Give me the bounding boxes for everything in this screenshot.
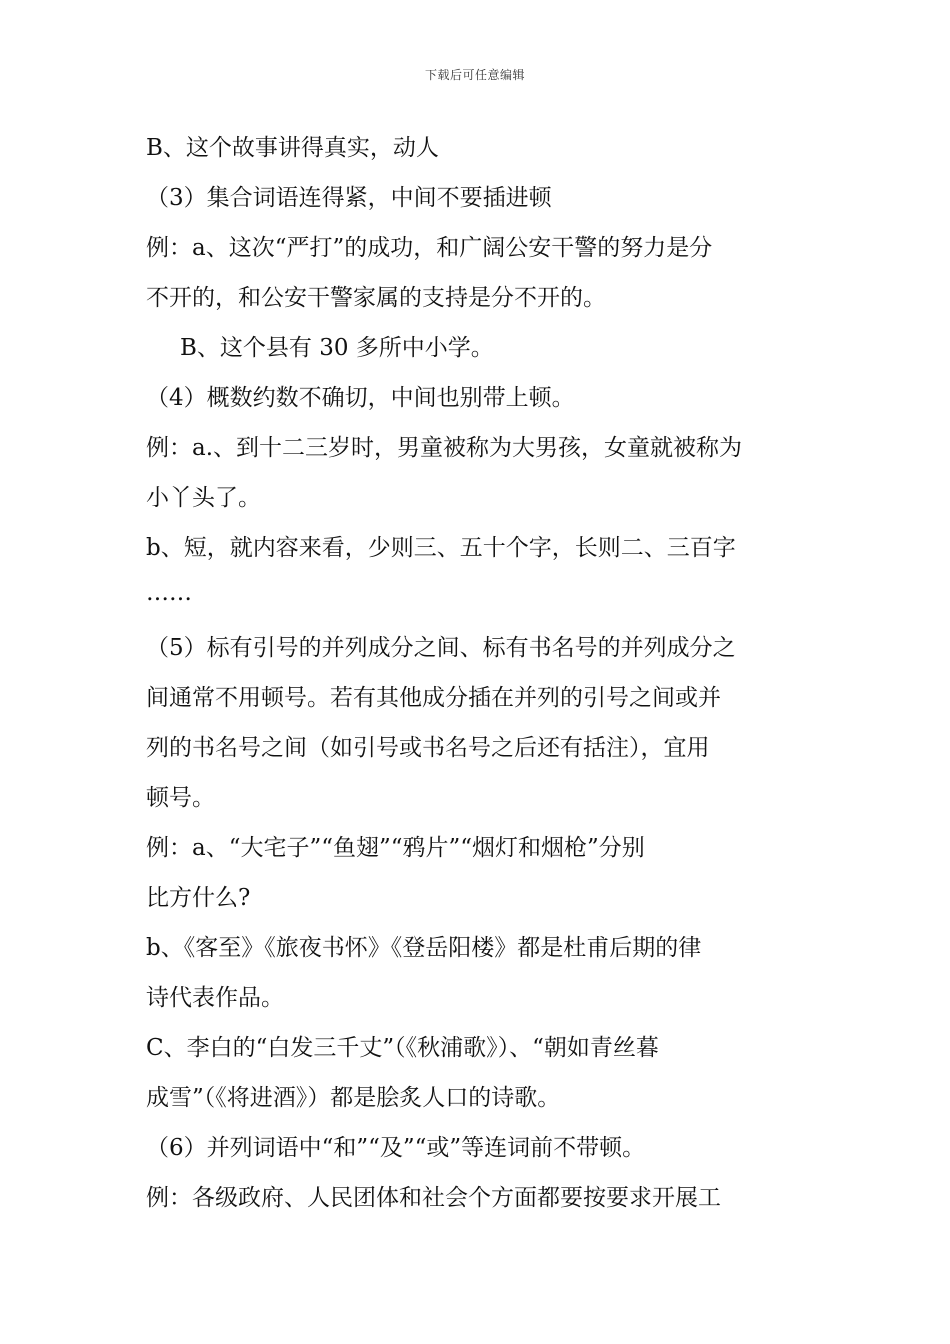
text-line: 诗代表作品。 (146, 985, 284, 1011)
text-line: （5）标有引号的并列成分之间、标有书名号的并列成分之 (146, 635, 736, 661)
text-line: 顿号。 (146, 785, 215, 811)
text-line: 例：各级政府、人民团体和社会个方面都要按要求开展工 (146, 1185, 721, 1211)
text-line: 列的书名号之间（如引号或书名号之后还有括注），宜用 (146, 735, 710, 761)
text-line: 成雪”（《将进酒》）都是脍炙人口的诗歌。 (146, 1085, 561, 1111)
text-line: b、《客至》《旅夜书怀》《登岳阳楼》都是杜甫后期的律 (146, 935, 702, 961)
text-line: B、这个县有 30 多所中小学。 (180, 335, 494, 361)
text-line: 比方什么? (146, 885, 251, 911)
text-line: 例：a、“大宅子”“鱼翅”“鸦片”“烟灯和烟枪”分别 (146, 835, 645, 861)
text-line: 例：a、这次“严打”的成功，和广阔公安干警的努力是分 (146, 235, 713, 261)
text-line: 例：a.、到十二三岁时，男童被称为大男孩，女童就被称为 (146, 435, 743, 461)
text-line: 不开的，和公安干警家属的支持是分不开的。 (146, 285, 606, 311)
text-line: B、这个故事讲得真实，动人 (146, 135, 439, 161)
text-line: （6）并列词语中“和”“及”“或”等连词前不带顿。 (146, 1135, 646, 1161)
text-line: （4）概数约数不确切，中间也别带上顿。 (146, 385, 575, 411)
page-header: 下载后可任意编辑 (424, 68, 525, 82)
text-line: …… (146, 580, 192, 606)
text-line: 小丫头了。 (146, 485, 261, 511)
text-line: C、李白的“白发三千丈”（《秋浦歌》）、“朝如青丝暮 (146, 1035, 659, 1061)
text-line: （3）集合词语连得紧，中间不要插进顿 (146, 185, 552, 211)
text-line: 间通常不用顿号。若有其他成分插在并列的引号之间或并 (146, 685, 721, 711)
text-line: b、短，就内容来看，少则三、五十个字，长则二、三百字 (146, 535, 736, 561)
